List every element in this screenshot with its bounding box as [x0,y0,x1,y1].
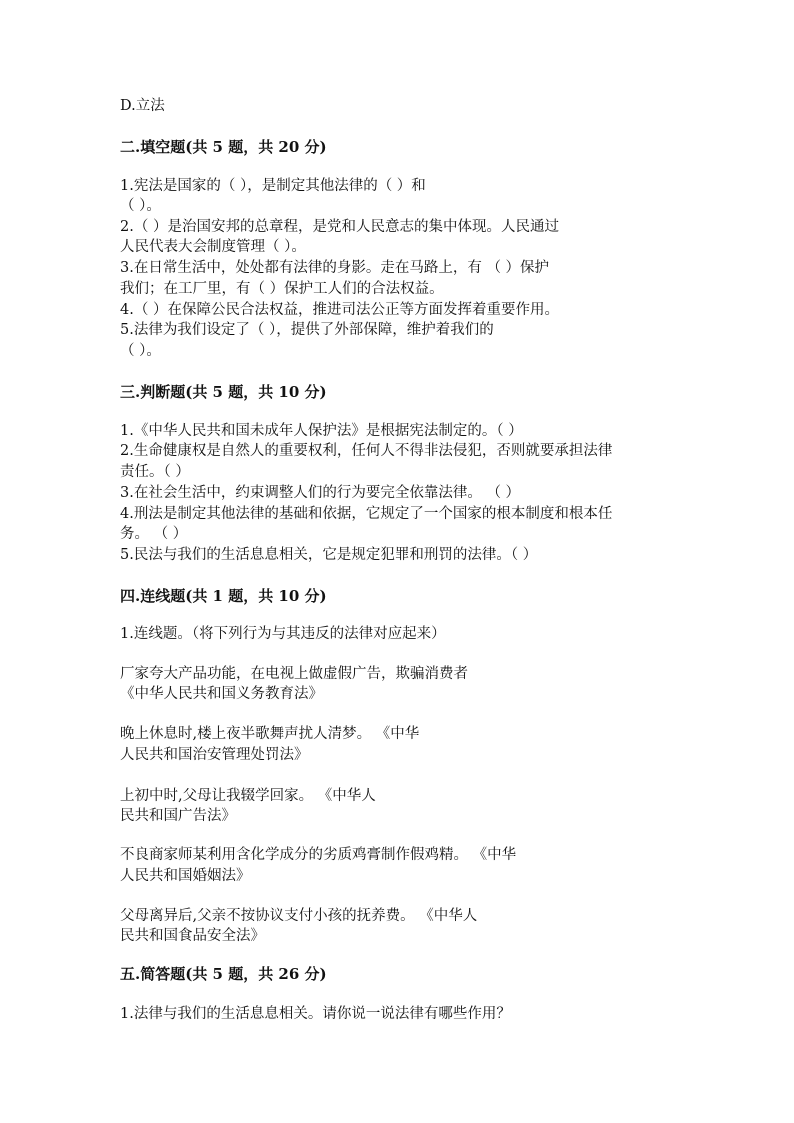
fill-blank-line: 5.法律为我们设定了（ ），提供了外部保障，维护着我们的 [120,322,494,338]
section-heading-matching: 四.连线题(共 1 题，共 10 分) [120,587,327,605]
matching-item-behavior: 不良商家师某利用含化学成分的劣质鸡膏制作假鸡精。 《中华 [120,847,517,863]
matching-item-law: 民共和国广告法》 [120,808,236,824]
fill-blank-line: 我们；在工厂里，有（ ）保护工人们的合法权益。 [120,281,444,297]
fill-blank-line: （ ）。 [120,343,161,359]
matching-item-law: 人民共和国婚姻法》 [120,868,251,884]
option-d: D.立法 [120,98,165,114]
fill-blank-line: 1.宪法是国家的（ ），是制定其他法律的（ ）和 [120,178,426,194]
fill-blank-line: 3.在日常生活中，处处都有法律的身影。走在马路上，有 （ ）保护 [120,260,550,276]
section-heading-fill-blank: 二.填空题(共 5 题，共 20 分) [120,138,327,156]
true-false-line: 责任。（ ） [120,464,190,480]
section-heading-true-false: 三.判断题(共 5 题，共 10 分) [120,383,327,401]
true-false-line: 5.民法与我们的生活息息相关，它是规定犯罪和刑罚的法律。（ ） [120,547,538,563]
matching-item-behavior: 父母离异后,父亲不按协议支付小孩的抚养费。 《中华人 [120,908,478,924]
true-false-line: 务。 （ ） [120,526,188,542]
matching-item-behavior: 晚上休息时,楼上夜半歌舞声扰人清梦。 《中华 [120,726,420,742]
matching-item-law: 人民共和国治安管理处罚法》 [120,747,309,763]
matching-item-law: 民共和国食品安全法》 [120,928,265,944]
true-false-line: 4.刑法是制定其他法律的基础和依据，它规定了一个国家的根本制度和根本任 [120,506,613,522]
fill-blank-line: 2.（ ）是治国安邦的总章程，是党和人民意志的集中体现。人民通过 [120,219,559,235]
true-false-line: 3.在社会生活中，约束调整人们的行为要完全依靠法律。 （ ） [120,485,521,501]
matching-question: 1.连线题。（将下列行为与其违反的法律对应起来） [120,626,446,642]
short-answer-question: 1.法律与我们的生活息息相关。请你说一说法律有哪些作用？ [120,1006,511,1022]
fill-blank-line: 人民代表大会制度管理（ ）。 [120,239,306,255]
fill-blank-line: （ ）。 [120,198,161,214]
true-false-line: 2.生命健康权是自然人的重要权利，任何人不得非法侵犯，否则就要承担法律 [120,443,613,459]
section-heading-short-answer: 五.简答题(共 5 题，共 26 分) [120,965,327,983]
fill-blank-line: 4.（ ）在保障公民合法权益，推进司法公正等方面发挥着重要作用。 [120,302,559,318]
matching-item-behavior: 上初中时,父母让我辍学回家。 《中华人 [120,788,376,804]
true-false-line: 1.《中华人民共和国未成年人保护法》是根据宪法制定的。（ ） [120,423,523,439]
matching-item-law: 《中华人民共和国义务教育法》 [120,686,323,702]
matching-item-behavior: 厂家夸大产品功能，在电视上做虚假广告，欺骗消费者 [120,666,468,682]
